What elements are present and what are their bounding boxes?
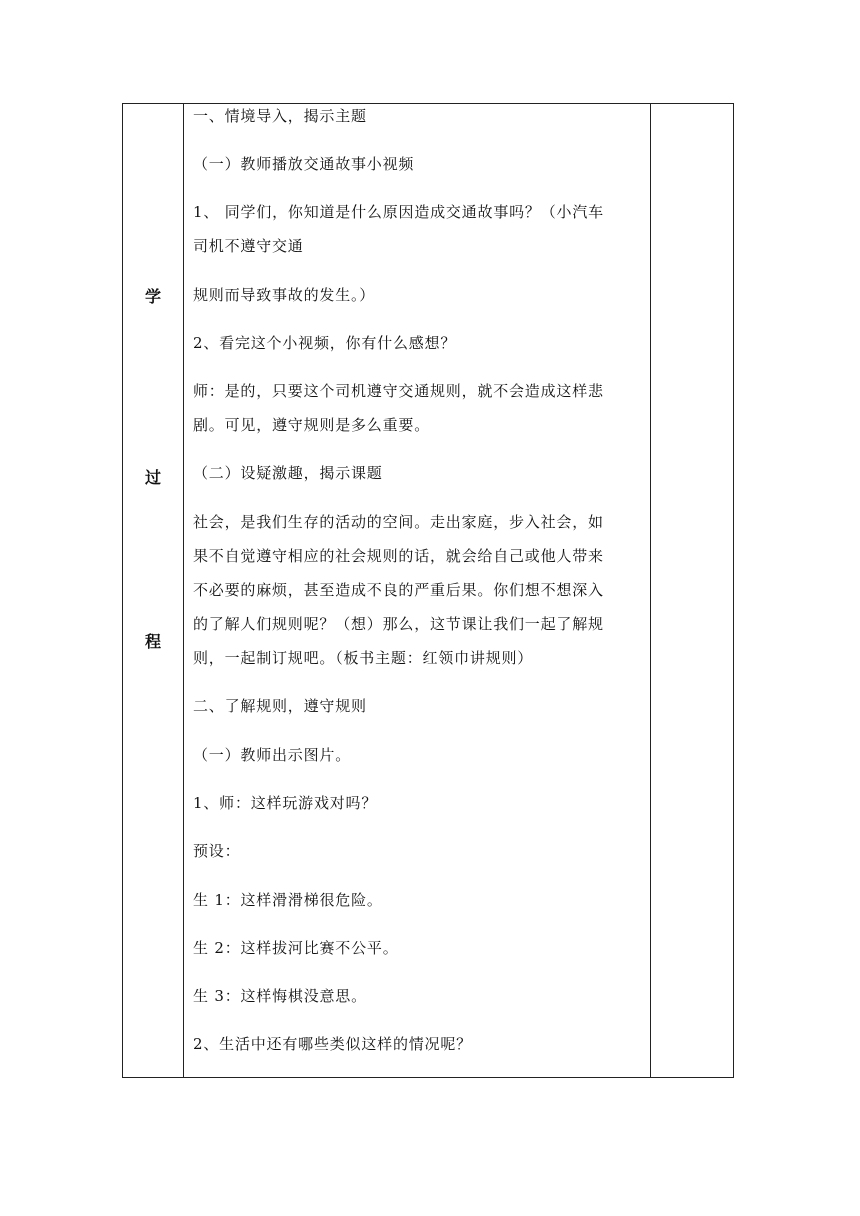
section-label-char-2: 过 (144, 468, 161, 487)
column-divider-right (650, 104, 651, 1077)
student-answer-2: 生 2：这样拔河比赛不公平。 (193, 939, 399, 957)
society-paragraph-line-3: 不必要的麻烦，甚至造成不良的严重后果。你们想不想深入 (193, 581, 604, 599)
society-paragraph-line-5: 则，一起制订规吧。（板书主题：红领巾讲规则） (193, 649, 534, 667)
teacher-remark-line-2: 剧。可见，遵守规则是多么重要。 (193, 416, 431, 434)
section-label-char-3: 程 (144, 632, 161, 651)
column-divider-left (183, 104, 184, 1077)
society-paragraph-line-2: 果不自觉遵守相应的社会规则的话，就会给自己或他人带来 (193, 547, 604, 565)
question-2: 2、看完这个小视频，你有什么感想？ (193, 334, 457, 352)
student-answer-1: 生 1：这样滑滑梯很危险。 (193, 891, 383, 909)
notes-column (652, 104, 733, 1077)
question-1-line-3: 规则而导致事故的发生。） (193, 286, 376, 304)
question-1-line-2: 司机不遵守交通 (193, 237, 304, 255)
section-label-char-1: 学 (144, 287, 161, 306)
question-similar-cases: 2、生活中还有哪些类似这样的情况呢？ (193, 1035, 472, 1053)
subheading-video: （一）教师播放交通故事小视频 (193, 155, 415, 173)
heading-situation-intro: 一、情境导入，揭示主题 (193, 107, 367, 125)
subheading-pictures: （一）教师出示图片。 (193, 746, 352, 764)
question-1-line-1: 1、 同学们，你知道是什么原因造成交通故事吗？（小汽车 (193, 203, 604, 221)
lesson-table (122, 103, 734, 1078)
teacher-question: 1、师：这样玩游戏对吗？ (193, 794, 378, 812)
teacher-remark-line-1: 师：是的，只要这个司机遵守交通规则，就不会造成这样悲 (193, 382, 604, 400)
society-paragraph-line-1: 社会，是我们生存的活动的空间。走出家庭，步入社会，如 (193, 513, 604, 531)
preset-label: 预设： (193, 842, 241, 860)
society-paragraph-line-4: 的了解人们规则呢？（想）那么，这节课让我们一起了解规 (193, 615, 604, 633)
heading-understand-rules: 二、了解规则，遵守规则 (193, 697, 367, 715)
subheading-topic: （二）设疑激趣，揭示课题 (193, 464, 383, 482)
student-answer-3: 生 3：这样悔棋没意思。 (193, 987, 367, 1005)
